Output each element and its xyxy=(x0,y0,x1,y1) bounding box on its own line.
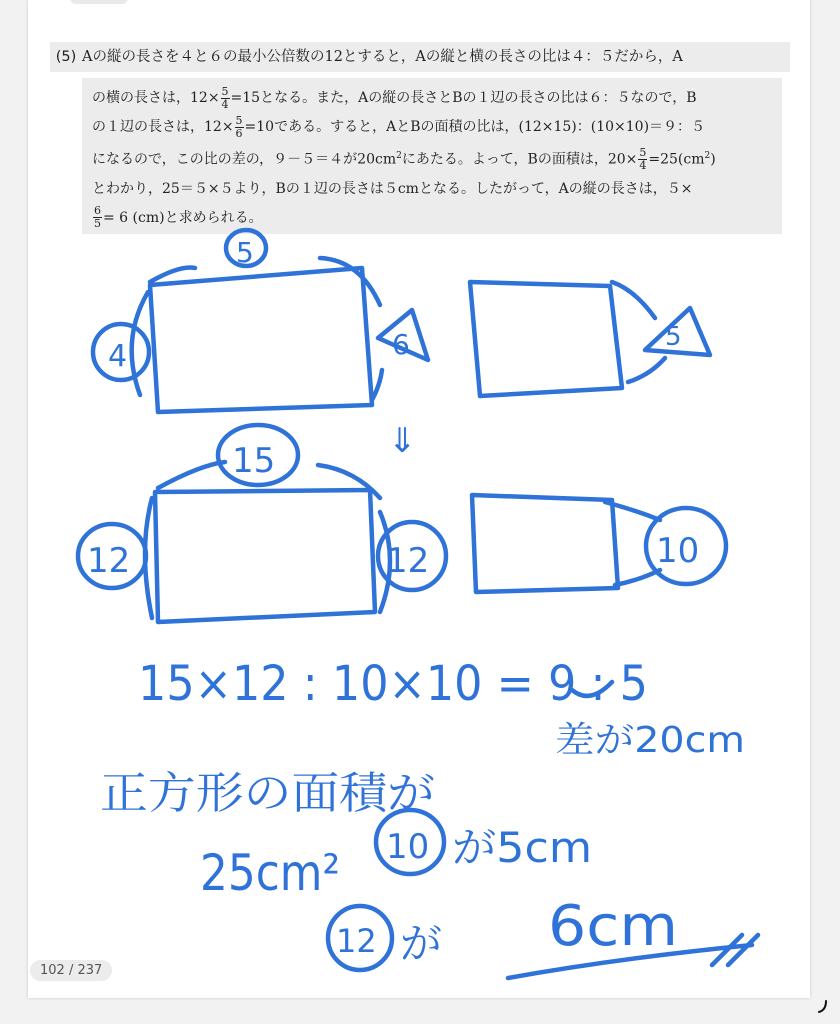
problem-line-1: Aの縦の長さを４と６の最小公倍数の12とすると，Aの縦と横の長さの比は４：５だから，A xyxy=(82,49,683,65)
numerator: 5 xyxy=(639,146,647,160)
label-a1-top: 5 xyxy=(236,236,254,269)
label-a2-right: 12 xyxy=(386,541,430,581)
problem-number: (5) xyxy=(55,49,77,65)
denominator: 5 xyxy=(94,217,101,231)
page-top-tab xyxy=(70,0,128,4)
text-segment: =15となる。また，Aの縦の長さとBの１辺の長さの比は６：５なので，B xyxy=(230,90,697,106)
text-segment: になるので，この比の差の，９－５＝４が20cm xyxy=(92,151,397,168)
corner-swipe-icon xyxy=(818,1000,828,1014)
superscript: 2 xyxy=(396,151,402,161)
text-segment: の１辺の長さは，12× xyxy=(92,119,234,135)
numerator: 5 xyxy=(221,84,229,98)
document-page xyxy=(28,0,810,998)
label-twelve: 12 xyxy=(336,922,377,960)
label-b1-right: 5 xyxy=(665,322,682,352)
numerator: 5 xyxy=(235,113,243,127)
equation-ratio: 15×12 : 10×10 = 9 : 5 xyxy=(138,656,648,712)
arrow-down: ⇓ xyxy=(388,421,417,461)
label-a1-right: 6 xyxy=(392,328,410,361)
solution-line-4 xyxy=(92,142,772,175)
denominator: 6 xyxy=(235,126,243,140)
label-a2-left: 12 xyxy=(87,541,131,581)
area-value: 25cm² xyxy=(200,844,340,902)
text-segment: =10である。すると，AとBの面積の比は，(12×15)：(10×10)＝９：５ xyxy=(244,119,706,135)
solution-line-3 xyxy=(92,113,772,142)
denominator: 4 xyxy=(639,159,647,173)
text-segment: にあたる。よって，Bの面積は，20× xyxy=(401,151,638,168)
text-segment: ) xyxy=(710,151,716,168)
text-segment: = 6 (cm)と求められる。 xyxy=(103,209,263,226)
final-answer: 6cm xyxy=(548,894,678,959)
solution-line-2 xyxy=(92,84,772,113)
ten-side-note: が5cm xyxy=(452,823,592,872)
problem-solution-text xyxy=(82,78,782,234)
label-a1-left: 4 xyxy=(108,339,128,374)
problem-heading xyxy=(50,42,790,72)
fraction xyxy=(93,205,102,230)
square-area-note: 正方形の面積が xyxy=(100,768,435,819)
solution-line-5: とわかり，25＝５×５より，Bの１辺の長さは５cmとなる。したがって，Aの縦の長さは，５× xyxy=(92,180,693,197)
fraction xyxy=(235,115,244,140)
text-segment: =25(cm xyxy=(648,151,705,168)
numerator: 6 xyxy=(94,204,101,218)
solution-line-6 xyxy=(92,204,772,233)
page-counter: 102 / 237 xyxy=(30,960,112,981)
label-a2-top: 15 xyxy=(232,441,276,481)
superscript: 2 xyxy=(704,151,711,161)
label-b2-right: 10 xyxy=(656,531,700,571)
twelve-ga-note: が xyxy=(400,919,443,968)
difference-note: 差が20cm xyxy=(555,720,745,761)
label-ten: 10 xyxy=(386,827,430,867)
denominator: 4 xyxy=(221,97,229,111)
fraction xyxy=(638,147,647,172)
text-segment: の横の長さは，12× xyxy=(92,90,220,106)
fraction xyxy=(221,86,230,111)
